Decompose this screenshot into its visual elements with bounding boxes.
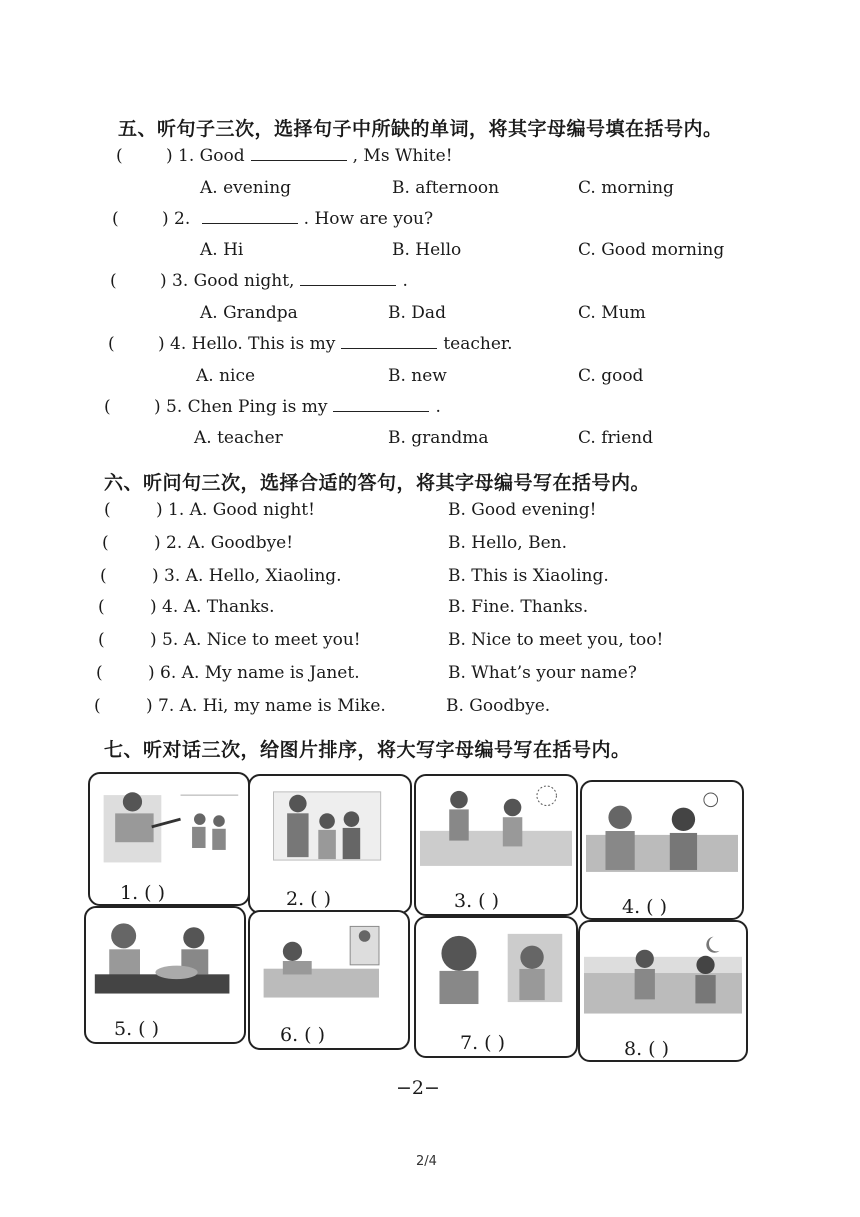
question-line	[150, 630, 361, 650]
option-a: A. evening	[200, 178, 292, 198]
answer-blank[interactable]	[300, 271, 396, 286]
answer-paren-open[interactable]: (	[116, 146, 123, 166]
question-number: ) 4.	[158, 334, 187, 354]
answer-paren-open[interactable]: (	[98, 630, 105, 650]
option-b: B. Hello, Ben.	[448, 533, 568, 553]
scene-illustration	[420, 922, 572, 1012]
question-line	[152, 566, 342, 586]
scene-illustration	[584, 926, 742, 1016]
picture-card-2-label[interactable]: 2. ( )	[286, 888, 332, 910]
scene-illustration	[90, 912, 240, 1002]
section7-heading: 七、听对话三次，给图片排序，将大写字母编号写在括号内。	[104, 739, 631, 761]
option-a: A. Good night!	[189, 500, 315, 520]
picture-card-5-label[interactable]: 5. ( )	[114, 1018, 160, 1040]
question-line	[166, 146, 453, 166]
option-a: A. Nice to meet you!	[183, 630, 361, 650]
option-c: C. friend	[578, 428, 653, 448]
answer-paren-open[interactable]: (	[108, 334, 115, 354]
picture-card-8	[578, 920, 748, 1062]
answer-paren-open[interactable]: (	[112, 209, 119, 229]
question-line	[162, 209, 433, 229]
picture-card-3	[414, 774, 578, 916]
option-a: A. Hi, my name is Mike.	[179, 696, 386, 716]
answer-paren-open[interactable]: (	[104, 397, 111, 417]
option-b: B. Hello	[392, 240, 462, 260]
scene-illustration	[420, 780, 572, 870]
question-line	[156, 500, 315, 520]
question-text-before: Chen Ping is my	[187, 397, 328, 417]
question-number: ) 3.	[152, 566, 181, 586]
picture-card-1	[88, 772, 250, 906]
question-number: ) 5.	[154, 397, 183, 417]
answer-paren-open[interactable]: (	[110, 271, 117, 291]
question-text-before: Good night,	[193, 271, 295, 291]
question-line	[148, 663, 360, 683]
question-text-after: , Ms White!	[352, 146, 453, 166]
answer-blank[interactable]	[202, 209, 298, 224]
footer-page-indicator: 2/4	[416, 1154, 437, 1169]
answer-paren-open[interactable]: (	[96, 663, 103, 683]
question-number: ) 6.	[148, 663, 177, 683]
question-number: ) 1.	[156, 500, 185, 520]
question-number: ) 5.	[150, 630, 179, 650]
option-a: A. Goodbye!	[187, 533, 294, 553]
scene-illustration	[94, 778, 244, 868]
page-number: −2−	[396, 1077, 440, 1099]
picture-card-1-label[interactable]: 1. ( )	[120, 882, 166, 904]
answer-blank[interactable]	[333, 397, 429, 412]
question-number: ) 2.	[154, 533, 183, 553]
answer-blank[interactable]	[341, 334, 437, 349]
answer-paren-open[interactable]: (	[100, 566, 107, 586]
picture-card-2	[248, 774, 412, 914]
option-a: A. nice	[196, 366, 256, 386]
option-a: A. teacher	[194, 428, 283, 448]
question-text-before: Good	[199, 146, 245, 166]
picture-card-4	[580, 780, 744, 920]
picture-card-3-label[interactable]: 3. ( )	[454, 890, 500, 912]
section5-heading: 五、听句子三次，选择句子中所缺的单词，将其字母编号填在括号内。	[118, 118, 723, 140]
question-line	[160, 271, 408, 291]
picture-card-8-label[interactable]: 8. ( )	[624, 1038, 670, 1060]
scene-illustration	[254, 916, 404, 1006]
picture-card-6-label[interactable]: 6. ( )	[280, 1024, 326, 1046]
question-text-after: . How are you?	[303, 209, 434, 229]
question-line	[158, 334, 513, 354]
option-b: B. Goodbye.	[446, 696, 551, 716]
option-b: B. grandma	[388, 428, 489, 448]
question-text-after: .	[402, 271, 408, 291]
question-text-before: Hello. This is my	[191, 334, 336, 354]
question-line	[146, 696, 386, 716]
option-b: B. Fine. Thanks.	[448, 597, 589, 617]
option-b: B. Good evening!	[448, 500, 597, 520]
picture-card-5	[84, 906, 246, 1044]
option-c: C. morning	[578, 178, 674, 198]
question-number: ) 7.	[146, 696, 175, 716]
picture-card-7	[414, 916, 578, 1058]
option-a: A. My name is Janet.	[181, 663, 360, 683]
question-line	[154, 397, 441, 417]
answer-paren-open[interactable]: (	[94, 696, 101, 716]
option-a: A. Hello, Xiaoling.	[185, 566, 342, 586]
picture-card-7-label[interactable]: 7. ( )	[460, 1032, 506, 1054]
option-c: C. Good morning	[578, 240, 725, 260]
option-a: A. Hi	[200, 240, 244, 260]
question-number: ) 1.	[166, 146, 195, 166]
option-c: C. Mum	[578, 303, 646, 323]
question-line	[150, 597, 275, 617]
option-b: B. This is Xiaoling.	[448, 566, 609, 586]
question-text-after: .	[435, 397, 441, 417]
option-b: B. new	[388, 366, 447, 386]
option-b: B. What’s your name?	[448, 663, 637, 683]
answer-blank[interactable]	[251, 146, 347, 161]
section6-heading: 六、听问句三次，选择合适的答句，将其字母编号写在括号内。	[104, 472, 651, 494]
option-b: B. Nice to meet you, too!	[448, 630, 664, 650]
option-b: B. afternoon	[392, 178, 500, 198]
question-number: ) 3.	[160, 271, 189, 291]
picture-card-6	[248, 910, 410, 1050]
answer-paren-open[interactable]: (	[104, 500, 111, 520]
scene-illustration	[254, 780, 406, 870]
question-number: ) 2.	[162, 209, 191, 229]
picture-card-4-label[interactable]: 4. ( )	[622, 896, 668, 918]
option-c: C. good	[578, 366, 644, 386]
question-line	[154, 533, 293, 553]
option-b: B. Dad	[388, 303, 446, 323]
question-number: ) 4.	[150, 597, 179, 617]
option-a: A. Grandpa	[200, 303, 298, 323]
option-a: A. Thanks.	[183, 597, 275, 617]
scene-illustration	[586, 786, 738, 876]
answer-paren-open[interactable]: (	[98, 597, 105, 617]
answer-paren-open[interactable]: (	[102, 533, 109, 553]
question-text-after: teacher.	[443, 334, 513, 354]
